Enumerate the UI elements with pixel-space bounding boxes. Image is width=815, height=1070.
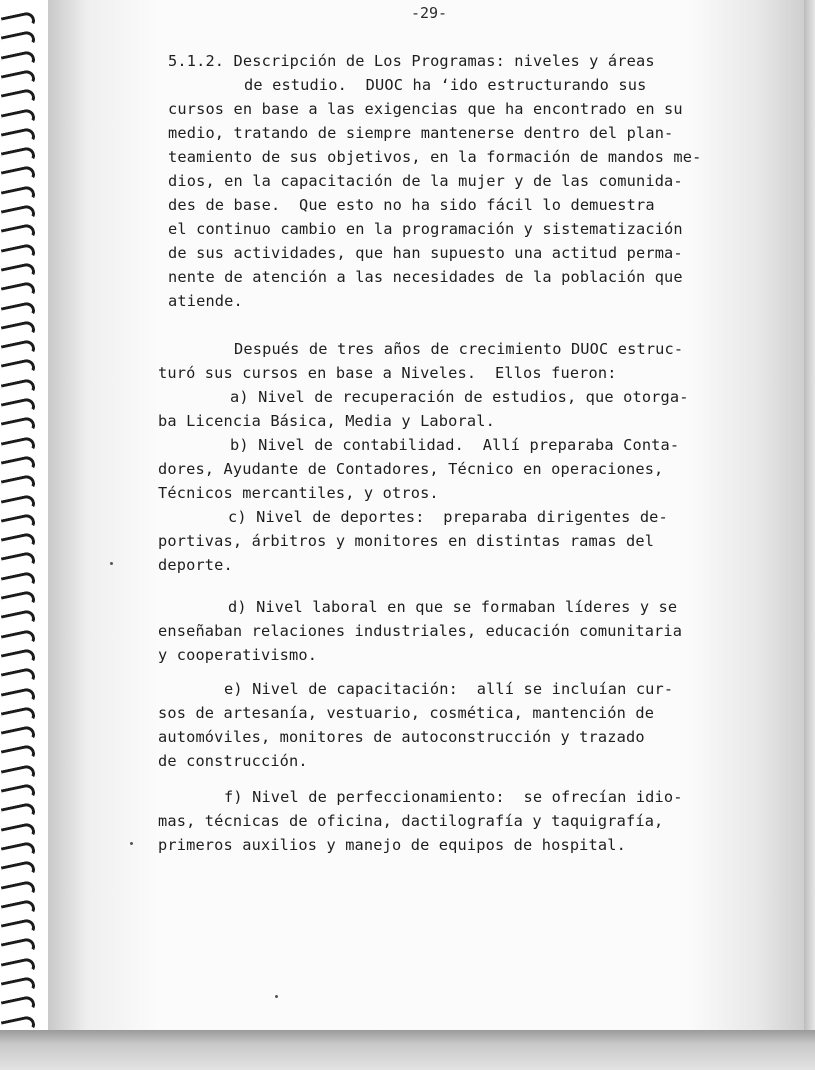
binding-coil bbox=[1, 300, 36, 322]
text-line: ba Licencia Básica, Media y Laboral. bbox=[158, 412, 495, 430]
binding-coil bbox=[1, 127, 36, 149]
text-line: dios, en la capacitación de la mujer y de las comunida- bbox=[168, 172, 683, 190]
binding-coil bbox=[1, 763, 36, 785]
binding-coil bbox=[1, 435, 36, 457]
text-line: primeros auxilios y manejo de equipos de hospital. bbox=[158, 836, 626, 854]
list-item-c: c) Nivel de deportes: preparaba dirigentes de- bbox=[228, 508, 668, 526]
binding-coil bbox=[1, 551, 36, 573]
binding-coil bbox=[1, 513, 36, 535]
text-line: portivas, árbitros y monitores en distintas ramas del bbox=[158, 532, 655, 550]
speck-mark bbox=[130, 842, 133, 845]
binding-coil bbox=[1, 146, 36, 168]
text-line: de sus actividades, que han supuesto una actitud perma- bbox=[168, 244, 683, 262]
binding-coil bbox=[1, 242, 36, 264]
binding-coil bbox=[1, 628, 36, 650]
text-line: atiende. bbox=[168, 292, 243, 310]
binding-coil bbox=[1, 455, 36, 477]
binding-coil bbox=[1, 879, 36, 901]
binding-coil bbox=[1, 474, 36, 496]
binding-coil bbox=[1, 377, 36, 399]
binding-coil bbox=[1, 744, 36, 766]
binding-coil bbox=[1, 11, 36, 33]
text-line: sos de artesanía, vestuario, cosmética, mantención de bbox=[158, 704, 655, 722]
text-line: el continuo cambio en la programación y sistematización bbox=[168, 220, 683, 238]
binding-coil bbox=[1, 532, 36, 554]
binding-coil bbox=[1, 899, 36, 921]
binding-coil bbox=[1, 686, 36, 708]
speck-mark bbox=[275, 995, 278, 998]
binding-coil bbox=[1, 49, 36, 71]
binding-coil bbox=[1, 69, 36, 91]
binding-coil bbox=[1, 107, 36, 129]
page-number: -29- bbox=[410, 4, 448, 22]
binding-coil bbox=[1, 821, 36, 843]
speck-mark bbox=[110, 562, 113, 565]
list-item-b: b) Nivel de contabilidad. Allí preparaba Conta- bbox=[230, 436, 680, 454]
underlying-page-edge bbox=[804, 0, 815, 1030]
list-item-d: d) Nivel laboral en que se formaban líderes y se bbox=[228, 598, 678, 616]
text-line: deporte. bbox=[158, 556, 233, 574]
binding-coil bbox=[1, 339, 36, 361]
binding-coil bbox=[1, 570, 36, 592]
text-line: dores, Ayudante de Contadores, Técnico en operaciones, bbox=[158, 460, 664, 478]
text-line: cursos en base a las exigencias que ha encontrado en su bbox=[168, 100, 683, 118]
binding-coil bbox=[1, 995, 36, 1017]
text-line: medio, tratando de siempre mantenerse dentro del plan- bbox=[168, 124, 674, 142]
list-item-a: a) Nivel de recuperación de estudios, que otorga- bbox=[230, 388, 689, 406]
text-line: mas, técnicas de oficina, dactilografía y taquigrafía, bbox=[158, 812, 664, 830]
binding-coil bbox=[1, 397, 36, 419]
binding-coil bbox=[1, 783, 36, 805]
paragraph-start-line: Después de tres años de crecimiento DUOC estruc- bbox=[234, 340, 684, 358]
text-line: y cooperativismo. bbox=[158, 646, 318, 664]
binding-coil bbox=[1, 262, 36, 284]
binding-coil bbox=[1, 956, 36, 978]
text-line: automóviles, monitores de autoconstrucción y trazado bbox=[158, 728, 645, 746]
text-line: nente de atención a las necesidades de la población que bbox=[168, 268, 683, 286]
text-line: teamiento de sus objetivos, en la formación de mandos me- bbox=[168, 148, 702, 166]
binding-coil bbox=[1, 841, 36, 863]
binding-coil bbox=[1, 648, 36, 670]
binding-coil bbox=[1, 204, 36, 226]
binding-coil bbox=[1, 320, 36, 342]
binding-coil bbox=[1, 416, 36, 438]
text-line: enseñaban relaciones industriales, educación comunitaria bbox=[158, 622, 683, 640]
text-line: des de base. Que esto no ha sido fácil lo demuestra bbox=[168, 196, 655, 214]
page-bottom-edge bbox=[0, 1030, 815, 1070]
binding-coil bbox=[1, 802, 36, 824]
binding-coil bbox=[1, 88, 36, 110]
binding-coil bbox=[1, 30, 36, 52]
list-item-f: f) Nivel de perfeccionamiento: se ofrecían idio- bbox=[224, 788, 683, 806]
binding-coil bbox=[1, 281, 36, 303]
binding-coil bbox=[1, 976, 36, 998]
binding-coil bbox=[1, 493, 36, 515]
binding-coil bbox=[1, 667, 36, 689]
binding-coil bbox=[1, 918, 36, 940]
binding-coil bbox=[1, 706, 36, 728]
text-line: turó sus cursos en base a Niveles. Ellos fueron: bbox=[158, 364, 617, 382]
spiral-binding bbox=[0, 0, 48, 1070]
section-heading-line: 5.1.2. Descripción de Los Programas: niveles y áreas bbox=[168, 52, 655, 70]
document-page bbox=[48, 0, 804, 1030]
text-line: de construcción. bbox=[158, 752, 308, 770]
binding-coil bbox=[1, 937, 36, 959]
list-item-e: e) Nivel de capacitación: allí se incluían cur- bbox=[224, 680, 674, 698]
binding-coil bbox=[1, 860, 36, 882]
binding-coil bbox=[1, 725, 36, 747]
binding-coil bbox=[1, 590, 36, 612]
text-line: de estudio. DUOC ha ʻido estructurando sus bbox=[244, 76, 647, 94]
binding-coil bbox=[1, 165, 36, 187]
binding-coil bbox=[1, 223, 36, 245]
binding-coil bbox=[1, 358, 36, 380]
binding-coil bbox=[1, 184, 36, 206]
binding-coil bbox=[1, 609, 36, 631]
text-line: Técnicos mercantiles, y otros. bbox=[158, 484, 439, 502]
